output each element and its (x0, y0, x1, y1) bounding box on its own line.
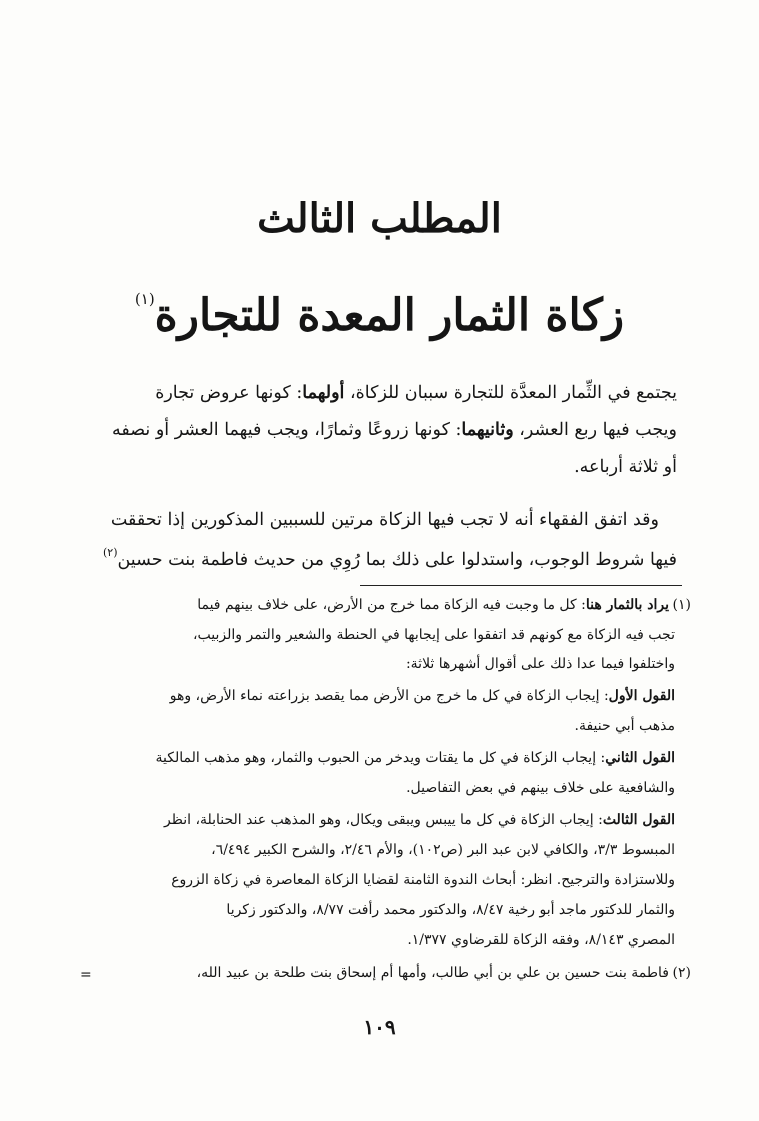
opinion-3-line-4: والثمار للدكتور ماجد أبو رخية ٨/٤٧، والدكتور محمد رأفت ٨/٧٧، والدكتور زكريا (226, 902, 675, 918)
p2-footnote-ref: (٢) (102, 546, 118, 559)
footnote-1-line-3: واختلفوا فيما عدا ذلك على أقوال أشهرها ثلاثة: (405, 656, 675, 672)
footnote-1-line-2: تجب فيه الزكاة مع كونهم قد اتفقوا على إيجابها في الحنطة والشعير والتمر والزبيب، (193, 627, 675, 643)
opinion-3-label: القول الثالث (602, 812, 675, 828)
opinion-1-label: القول الأول (608, 688, 675, 704)
p1-l1-a: يجتمع في الثِّمار المعدَّة للتجارة سببان للزكاة، (344, 383, 677, 403)
footnote-2-line-1 (197, 965, 691, 981)
opinion-3-line-2: المبسوط ٣/٣، والكافي لابن عبد البر (ص١٠٢)، والأم ٢/٤٦، والشرح الكبير ٦/٤٩٤، (211, 842, 675, 858)
section-heading: المطلب الثالث (257, 195, 502, 242)
opinion-3-line-5: المصري ٨/١٤٣، وفقه الزكاة للقرضاوي ١/٣٧٧. (407, 932, 675, 948)
page-title (0, 290, 759, 341)
p1-l1-bold: أولهما (302, 383, 345, 403)
opinion-2-label: القول الثاني (605, 750, 675, 766)
footnote-1-line-1 (197, 597, 691, 613)
opinion-1-line-2: مذهب أبي حنيفة. (574, 718, 675, 734)
p1-l2-bold: وثانيهما (461, 420, 514, 440)
p1-l1-c: : كونها عروض تجارة (155, 383, 303, 403)
continuation-mark: = (80, 967, 92, 983)
footnote-separator (360, 585, 682, 586)
p2-l2-text: فيها شروط الوجوب، واستدلوا على ذلك بما رُوِي من حديث فاطمة بنت حسين (117, 550, 677, 570)
page-number: ١٠٩ (363, 1015, 396, 1039)
paragraph-1-line-3: أو ثلاثة أرباعه. (574, 457, 677, 477)
opinion-1-text: : إيجاب الزكاة في كل ما خرج من الأرض مما يقصد بزراعته نماء الأرض، وهو (169, 688, 609, 704)
footnote-2-text: فاطمة بنت حسين بن علي بن أبي طالب، وأمها أم إسحاق بنت طلحة بن عبيد الله، (196, 965, 669, 981)
p1-l2-a: ويجب فيها ربع العشر، (513, 420, 677, 440)
p1-l2-c: : كونها زروعًا وثمارًا، ويجب فيهما العشر أو نصفه (112, 420, 462, 440)
opinion-3-text: : إيجاب الزكاة في كل ما ييبس ويبقى ويكال، وهو المذهب عند الحنابلة، انظر (164, 812, 603, 828)
opinion-2-line-1 (155, 750, 675, 766)
paragraph-2-line-2 (103, 546, 677, 570)
footnote-1-marker: (١) (672, 597, 691, 613)
footnote-2-marker: (٢) (672, 965, 691, 981)
opinion-1-line-1 (170, 688, 675, 704)
footnote-1-rest: : كل ما وجبت فيه الزكاة مما خرج من الأرض، على خلاف بينهم فيما (197, 597, 586, 613)
footnote-1-bold: يراد بالثمار هنا (585, 597, 669, 613)
opinion-2-line-2: والشافعية على خلاف بينهم في بعض التفاصيل. (406, 780, 675, 796)
opinion-3-line-3: وللاستزادة والترجيح. انظر: أبحاث الندوة الثامنة لقضايا الزكاة المعاصرة في زكاة الزروع (171, 872, 675, 888)
opinion-3-line-1 (164, 812, 675, 828)
paragraph-2-line-1: وقد اتفق الفقهاء أنه لا تجب فيها الزكاة مرتين للسببين المذكورين إذا تحققت (110, 510, 659, 530)
paragraph-1-line-2 (112, 420, 677, 440)
title-text: زكاة الثمار المعدة للتجارة (154, 290, 625, 341)
opinion-2-text: : إيجاب الزكاة في كل ما يقتات ويدخر من الحبوب والثمار، وهو مذهب المالكية (155, 750, 606, 766)
title-footnote-ref: (١) (134, 290, 155, 308)
paragraph-1-line-1 (155, 383, 677, 403)
